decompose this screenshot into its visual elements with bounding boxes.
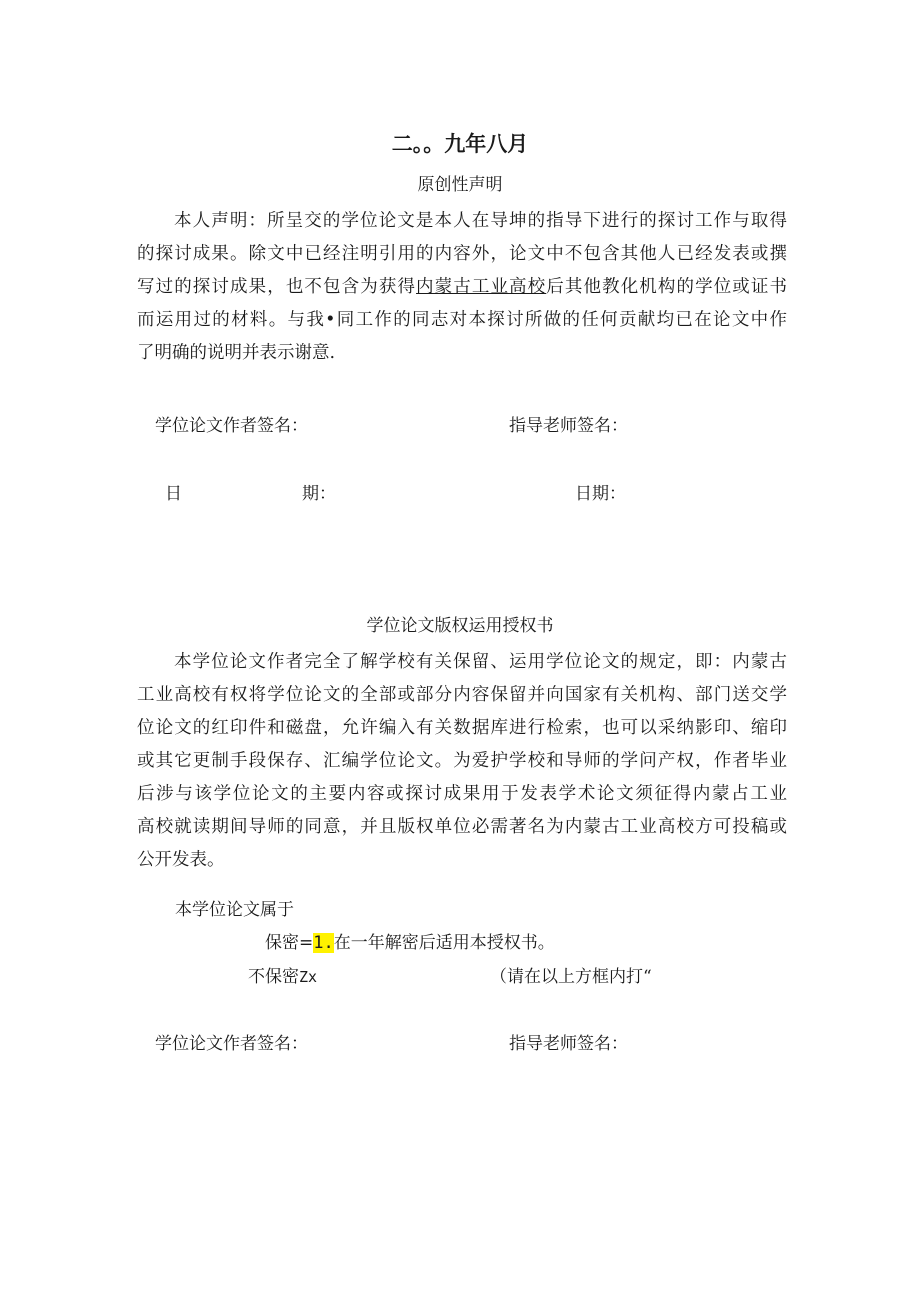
- author-signature-label: 学位论文作者签名：: [155, 416, 308, 436]
- authorization-paragraph: [137, 646, 787, 877]
- authorization-line-7: 公开发表。: [137, 850, 225, 870]
- university-name-underlined: 内蒙古工业高校: [416, 277, 547, 297]
- authorization-line-4: 或其它更制手段保存、汇编学位论文。为爱护学校和导师的学问产权，作者毕业: [137, 751, 787, 771]
- originality-line-3-tail: 后其他教化机构的学位或证书: [546, 277, 788, 297]
- nonsecret-mark: Zx: [299, 968, 318, 986]
- author-signature-label-2: 学位论文作者签名：: [155, 1034, 308, 1054]
- advisor-signature-label-2: 指导老师签名：: [509, 1034, 628, 1054]
- originality-line-1: 本人声明：所呈交的学位论文是本人在导坤的指导下进行的探讨工作与取得: [174, 211, 787, 231]
- date-label-left-b: 期：: [302, 484, 336, 504]
- secret-option: [265, 928, 555, 953]
- authorization-line-3: 位论文的红印件和磁盘，允许编入有关数据库进行检索，也可以采纳影印、缩印: [137, 718, 787, 738]
- authorization-line-5: 后涉与该学位论文的主要内容或探讨成果用于发表学术论文须征得内蒙占工业: [137, 784, 787, 804]
- date-label-left-a: 日: [165, 484, 182, 504]
- thesis-belongs-label: 本学位论文属于: [175, 900, 294, 920]
- secret-highlight: 1.: [313, 933, 334, 953]
- originality-line-5: 了明确的说明并表示谢意.: [137, 343, 336, 363]
- authorization-line-2: 工业高校有权将学位论文的全部或部分内容保留并向国家有关机构、部门送交学: [137, 685, 787, 705]
- originality-line-3: [137, 271, 787, 304]
- checkbox-note: （请在以上方框内打“: [490, 967, 652, 987]
- date-label-right: 日期：: [575, 484, 626, 504]
- secret-tail: 在一年解密后适用本授权书。: [333, 933, 555, 953]
- date-title: 二。。九年八月: [391, 132, 529, 156]
- advisor-signature-label: 指导老师签名：: [509, 416, 628, 436]
- authorization-line-6: 高校就读期间导师的同意，并且版权单位必需著名为内蒙古工业高校方可投稿或: [137, 817, 787, 837]
- originality-paragraph: [137, 205, 787, 370]
- authorization-heading: 学位论文版权运用授权书: [366, 616, 554, 636]
- originality-line-4: 而运用过的材料。与我•同工作的同志对本探讨所做的任何贡献均已在论文中作: [137, 310, 787, 330]
- nonsecret-option: [248, 962, 317, 987]
- secret-label: 保密=: [265, 933, 314, 953]
- originality-line-2: 的探讨成果。除文中已经注明引用的内容外，论文中不包含其他人已经发表或撰: [137, 244, 787, 264]
- authorization-line-1: 本学位论文作者完全了解学校有关保留、运用学位论文的规定，即：内蒙古: [174, 652, 787, 672]
- nonsecret-label: 不保密: [248, 967, 299, 987]
- originality-heading: 原创性声明: [417, 175, 503, 195]
- originality-line-3-head: 写过的探讨成果，也不包含为获得: [137, 277, 417, 297]
